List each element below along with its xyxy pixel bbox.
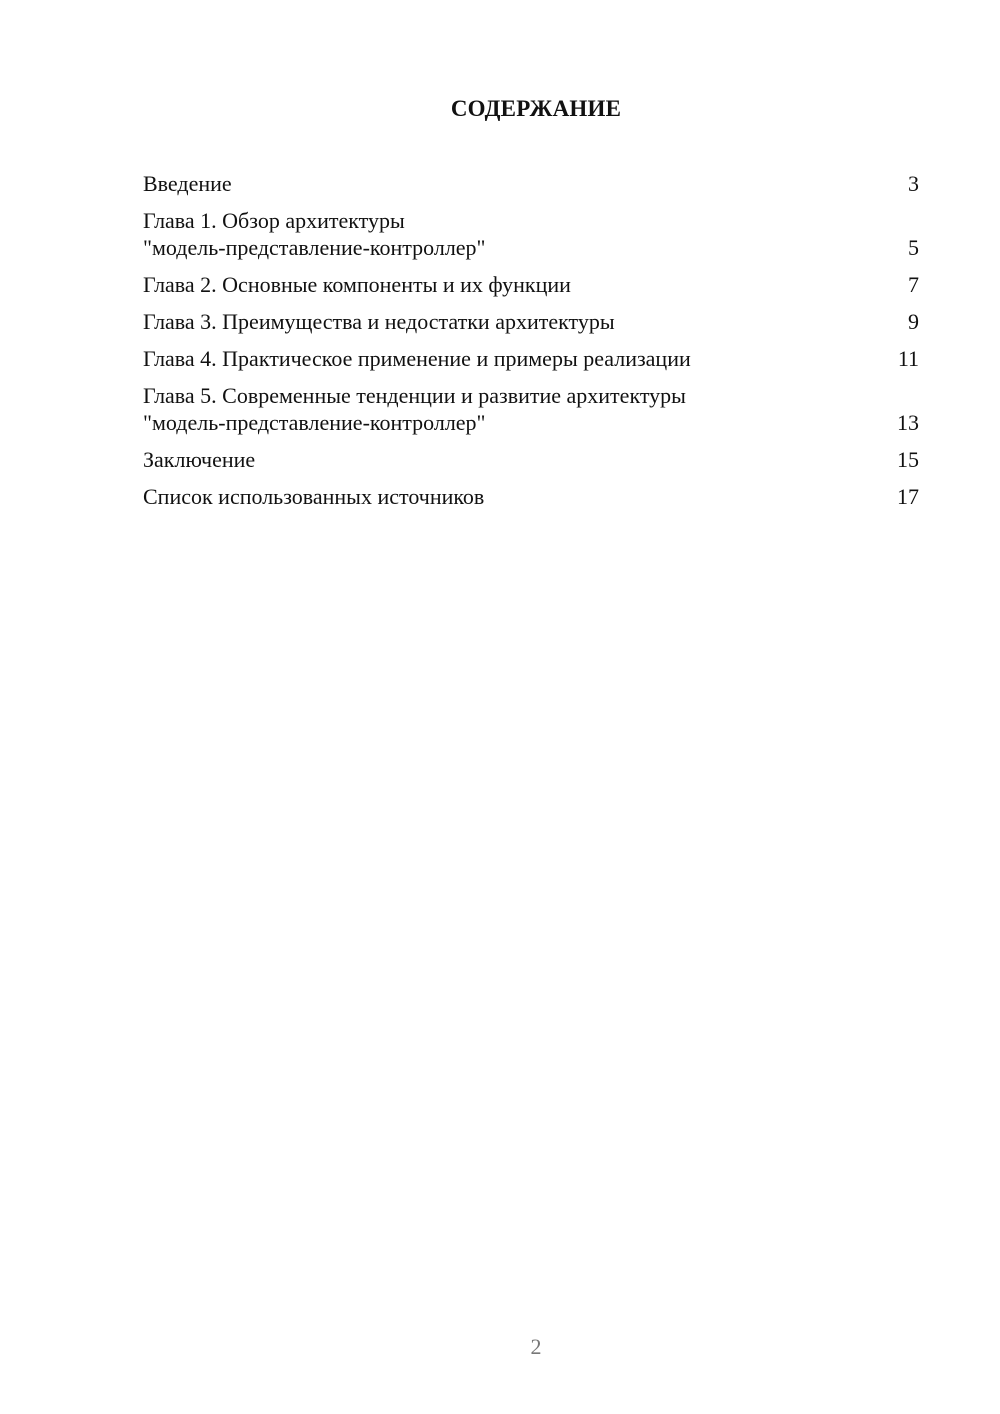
toc-entry-page: 13 [897,410,919,435]
toc-entry-page: 7 [908,272,919,297]
toc-entry-chapter-3 [143,308,919,335]
toc-entry-chapter-4 [143,345,919,372]
toc-entry-chapter-2 [143,271,919,298]
toc-entry-chapter-5 [143,382,919,436]
toc-entry-page: 9 [908,309,919,334]
toc-entry-title: Глава 1. Обзор архитектуры "модель-представление-контроллер" [143,208,486,260]
toc-entry-introduction [143,170,919,197]
toc-entry-title: Введение [143,171,232,196]
toc-entry-references [143,483,919,510]
toc-entry-page: 5 [908,235,919,260]
toc-entry-conclusion [143,446,919,473]
toc-entry-title: Глава 4. Практическое применение и примеры реализации [143,346,691,371]
toc-entry-page: 15 [897,447,919,472]
toc-entry-page: 11 [897,346,919,371]
toc-entry-page: 3 [908,171,919,196]
page-number: 2 [530,1334,542,1359]
toc-heading: СОДЕРЖАНИЕ [450,96,622,121]
toc-entry-title: Глава 3. Преимущества и недостатки архитектуры [143,309,615,334]
toc-entry-title: Заключение [143,447,256,472]
toc-entry-title: Глава 5. Современные тенденции и развитие архитектуры "модель-представление-контроллер" [143,383,686,435]
toc-entry-page: 17 [897,484,919,509]
toc-entry-chapter-1 [143,207,919,261]
toc-entry-title: Список использованных источников [143,484,485,509]
table-of-contents [143,170,919,520]
toc-entry-title: Глава 2. Основные компоненты и их функции [143,272,571,297]
